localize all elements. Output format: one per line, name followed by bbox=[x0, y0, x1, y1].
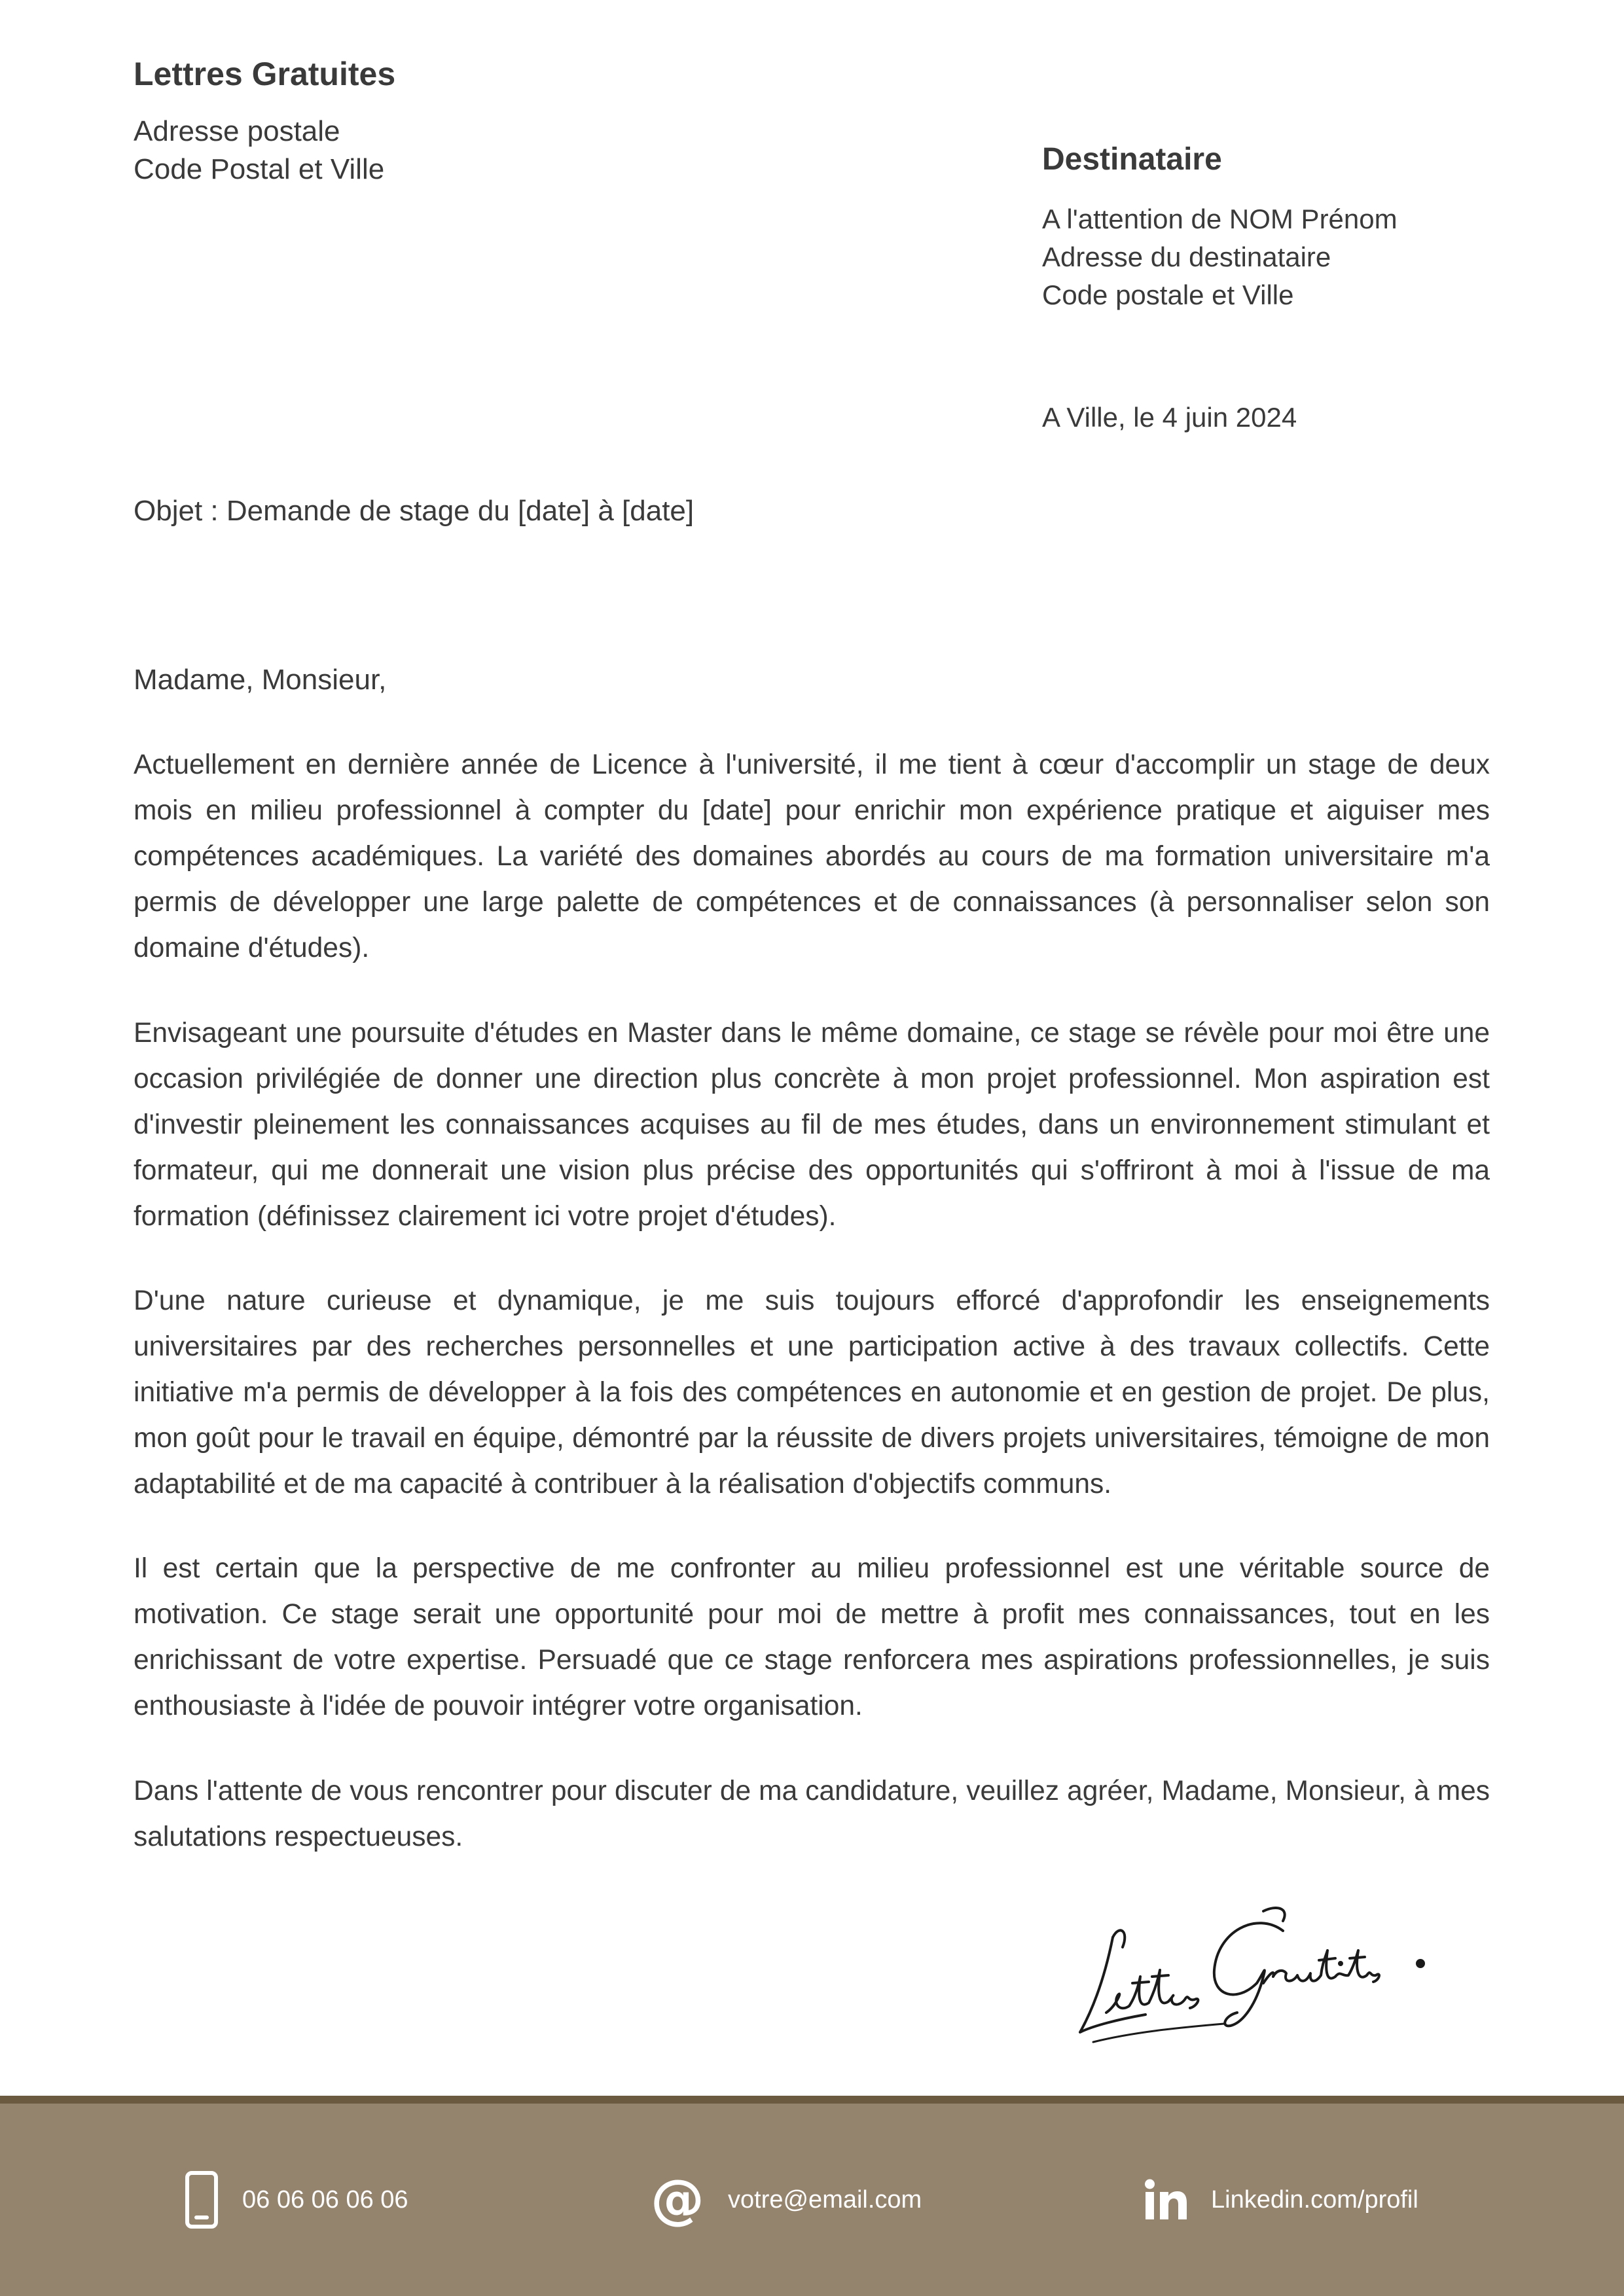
footer-phone[interactable] bbox=[185, 2104, 408, 2296]
recipient-title: Destinataire bbox=[1042, 142, 1222, 177]
footer-email[interactable] bbox=[651, 2104, 922, 2296]
footer-phone-text: 06 06 06 06 06 bbox=[242, 2185, 408, 2214]
recipient-line1: A l'attention de NOM Prénom bbox=[1042, 204, 1398, 234]
letter-date: A Ville, le 4 juin 2024 bbox=[1042, 402, 1297, 433]
footer-linkedin-text: Linkedin.com/profil bbox=[1211, 2185, 1418, 2214]
sender-address-line1: Adresse postale bbox=[134, 115, 340, 147]
footer-accent-line bbox=[0, 2096, 1624, 2104]
letter-greeting: Madame, Monsieur, bbox=[134, 664, 387, 696]
body-paragraph-4: Il est certain que la perspective de me confronter au milieu professionnel est une véritable source de motivation. Ce stage serait une opportunité pour moi de mettre à profit mes connaissances, tout en les enrichissant de votre expertise. Persuadé que ce stage renforcera mes aspirations professionnelles, je suis enthousiaste à l'idée de pouvoir intégrer votre organisation. bbox=[134, 1553, 1490, 1721]
letter-subject: Objet : Demande de stage du [date] à [date] bbox=[134, 495, 695, 527]
sender-address-line2: Code Postal et Ville bbox=[134, 153, 385, 185]
footer bbox=[0, 2104, 1624, 2296]
recipient-line3: Code postale et Ville bbox=[1042, 279, 1294, 310]
linkedin-icon bbox=[1144, 2179, 1187, 2221]
body-paragraph-1: Actuellement en dernière année de Licence à l'université, il me tient à cœur d'accomplir un stage de deux mois en milieu professionnel à compter du [date] pour enrichir mon expérience pratique et aiguiser mes compétences académiques. La variété des domaines abordés au cours de ma formation universitaire m'a permis de développer une large palette de compétences et de connaissances (à personnaliser selon son domaine d'études). bbox=[134, 749, 1490, 963]
sender-name: Lettres Gratuites bbox=[134, 56, 396, 92]
body-paragraph-2: Envisageant une poursuite d'études en Master dans le même domaine, ce stage se révèle pour moi être une occasion privilégiée de donner une direction plus concrète à mon projet professionnel. Mon aspiration est d'investir pleinement les connaissances acquises au fil de mes études, dans un environnement stimulant et formateur, qui me donnerait une vision plus précise des opportunités qui s'offriront à moi à l'issue de ma formation (définissez clairement ici votre projet d'études). bbox=[134, 1018, 1490, 1232]
recipient-line2: Adresse du destinataire bbox=[1042, 242, 1331, 272]
at-icon: @ bbox=[651, 2168, 704, 2231]
phone-icon bbox=[185, 2170, 219, 2229]
body-paragraph-3: D'une nature curieuse et dynamique, je me suis toujours efforcé d'approfondir les enseignements universitaires par des recherches personnelles et une participation active à des travaux collectifs. Cette initiative m'a permis de développer à la fois des compétences en autonomie et en gestion de projet. De plus, mon goût pour le travail en équipe, démontré par la réussite de divers projets universitaires, témoigne de mon adaptabilité et de ma capacité à contribuer à la réalisation d'objectifs communs. bbox=[134, 1285, 1490, 1499]
signature bbox=[1067, 1885, 1447, 2049]
body-paragraph-5: Dans l'attente de vous rencontrer pour discuter de ma candidature, veuillez agréer, Madame, Monsieur, à mes salutations respectueuses. bbox=[134, 1776, 1490, 1852]
footer-email-text: votre@email.com bbox=[728, 2185, 922, 2214]
footer-linkedin[interactable] bbox=[1144, 2104, 1418, 2296]
